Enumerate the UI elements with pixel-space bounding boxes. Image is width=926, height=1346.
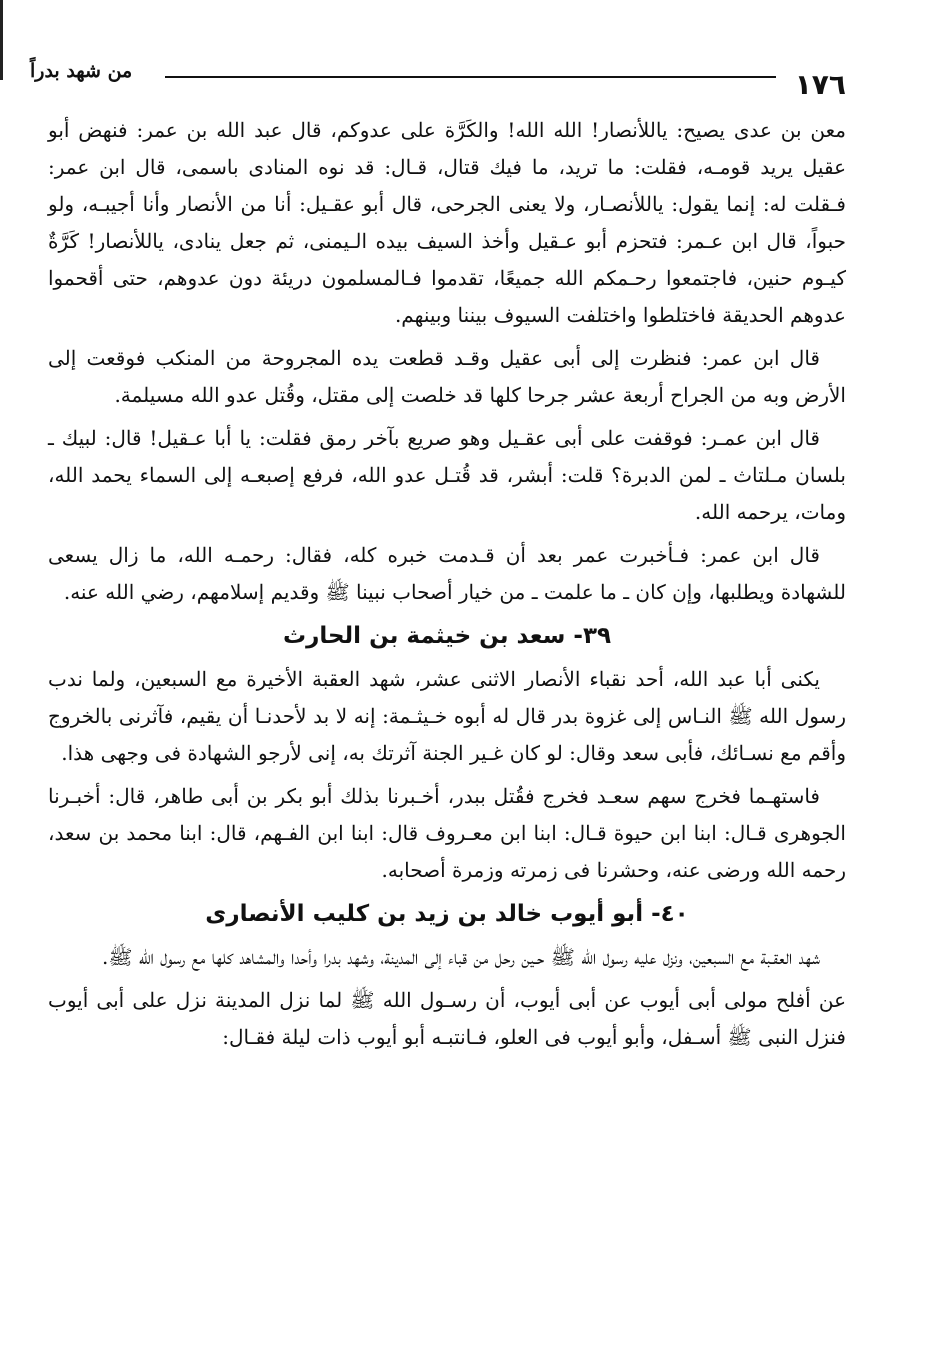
header-rule xyxy=(165,76,776,78)
paragraph: فاستهـما فخرج سهم سعـد فخرج فقُتل ببدر، أخـبرنا بذلك أبو بكر بن أبى طاهر، قال: أخبـرنا الجوهرى قـال: ابنا ابن حيوة قـال: ابنا ابن معـروف قال: ابنا ابن الفـهم، قال: ابنا محمد بن سعد، رحمه الله ورضى عنه، وحشرنا فى زمرته وزمرة أصحابه. xyxy=(48,784,846,882)
page-body xyxy=(48,112,846,1062)
paragraph: شهد العقـبة مع السبعين، ونزل عليه رسول الله ﷺ حـين رحل من قباء إلى المدينة، وشهد بدرا وأحدا والمشاهد كلها مع رسول الله ﷺ. xyxy=(101,945,820,969)
paragraph: عن أفلح مولى أبى أيوب عن أبى أيوب، أن رسـول الله ﷺ لما نزل المدينة نزل على أبى أيوب فنزل النبى ﷺ أسـفل، وأبو أيوب فى العلو، فـانتبـه أبو أيوب ذات ليلة فقـال: xyxy=(48,988,846,1049)
paragraph: معن بن عدى يصيح: ياللأنصار! الله الله! والكَرَّة على عدوكم، قال عبد الله بن عمر: فنهض أبو عقيل يريد قومـه، فقلت: ما تريد، ما فيك قتال، قـال: قد نوه المنادى باسمى، قال ابن عمر: فـقلت له: إنما يقول: ياللأنصـار، ولا يعنى الجرحى، قال أبو عقـيل: أنا من الأنصار وأنا أجيبـه، ولو حبواً، قال ابن عـمر: فتحزم أبو عـقيل وأخذ السيف بيده الـيمنى، ثم جعل ينادى، ياللأنصار! كَرَّةٌ كيـوم حنين، فاجتمعوا رحـمكم الله جميعًا، تقدموا فـالمسلمون دريئة دون عدوهم، حتى أقحموا عدوهم الحديقة فاختلطوا واختلفت السيوف بيننا وبينهم. xyxy=(48,118,846,327)
paragraph: قال ابن عمـر: فوقفت على أبى عقـيل وهو صريع بآخر رمق فقلت: يا أبا عـقيل! قال: لبيك ـ بلسان مـلتاث ـ لمن الدبرة؟ قلت: أبشر، قد قُتـل عدو الله، فرفع إصبعـه إلى السماء يحمد الله، ومات، يرحمه الله. xyxy=(48,426,846,524)
section-heading-39: ٣٩- سعد بن خيثمة بن الحارث xyxy=(282,623,612,649)
paragraph: يكنى أبا عبد الله، أحد نقباء الأنصار الاثنى عشر، شهد العقبة الأخيرة مع السبعين، ولما ندب رسول الله ﷺ النـاس إلى غزوة بدر قال له أبوه خـيثـمة: إنه لا بد لأحدنـا أن يقيم، فآثرنى بالخروج وأقم مع نسـائك، فأبى سعد وقال: لو كان غـير الجنة آثرتك به، إنى لأرجو الشهادة فى وجهى هذا. xyxy=(48,667,846,765)
running-title: من شهد بدراً xyxy=(30,60,133,82)
paragraph: قال ابن عمر: فنظرت إلى أبى عقيل وقـد قطعت يده المجروحة من المنكب فوقعت إلى الأرض وبه من الجراح أربعة عشر جرحا كلها قد خلصت إلى مقتل، وقُتل عدو الله مسيلمة. xyxy=(48,346,846,407)
section-heading-40: ٤٠- أبو أيوب خالد بن زيد بن كليب الأنصارى xyxy=(205,901,689,927)
paragraph: قال ابن عمر: فـأخبرت عمر بعد أن قـدمت خبره كله، فقال: رحمـه الله، ما زال يسعى للشهادة ويطلبها، وإن كان ـ ما علمت ـ من خيار أصحاب نبينا ﷺ وقديم إسلامهم، رضي الله عنه. xyxy=(48,543,846,604)
page-number: ١٧٦ xyxy=(794,68,846,101)
page-header xyxy=(30,58,846,102)
scan-edge-line xyxy=(0,0,3,80)
